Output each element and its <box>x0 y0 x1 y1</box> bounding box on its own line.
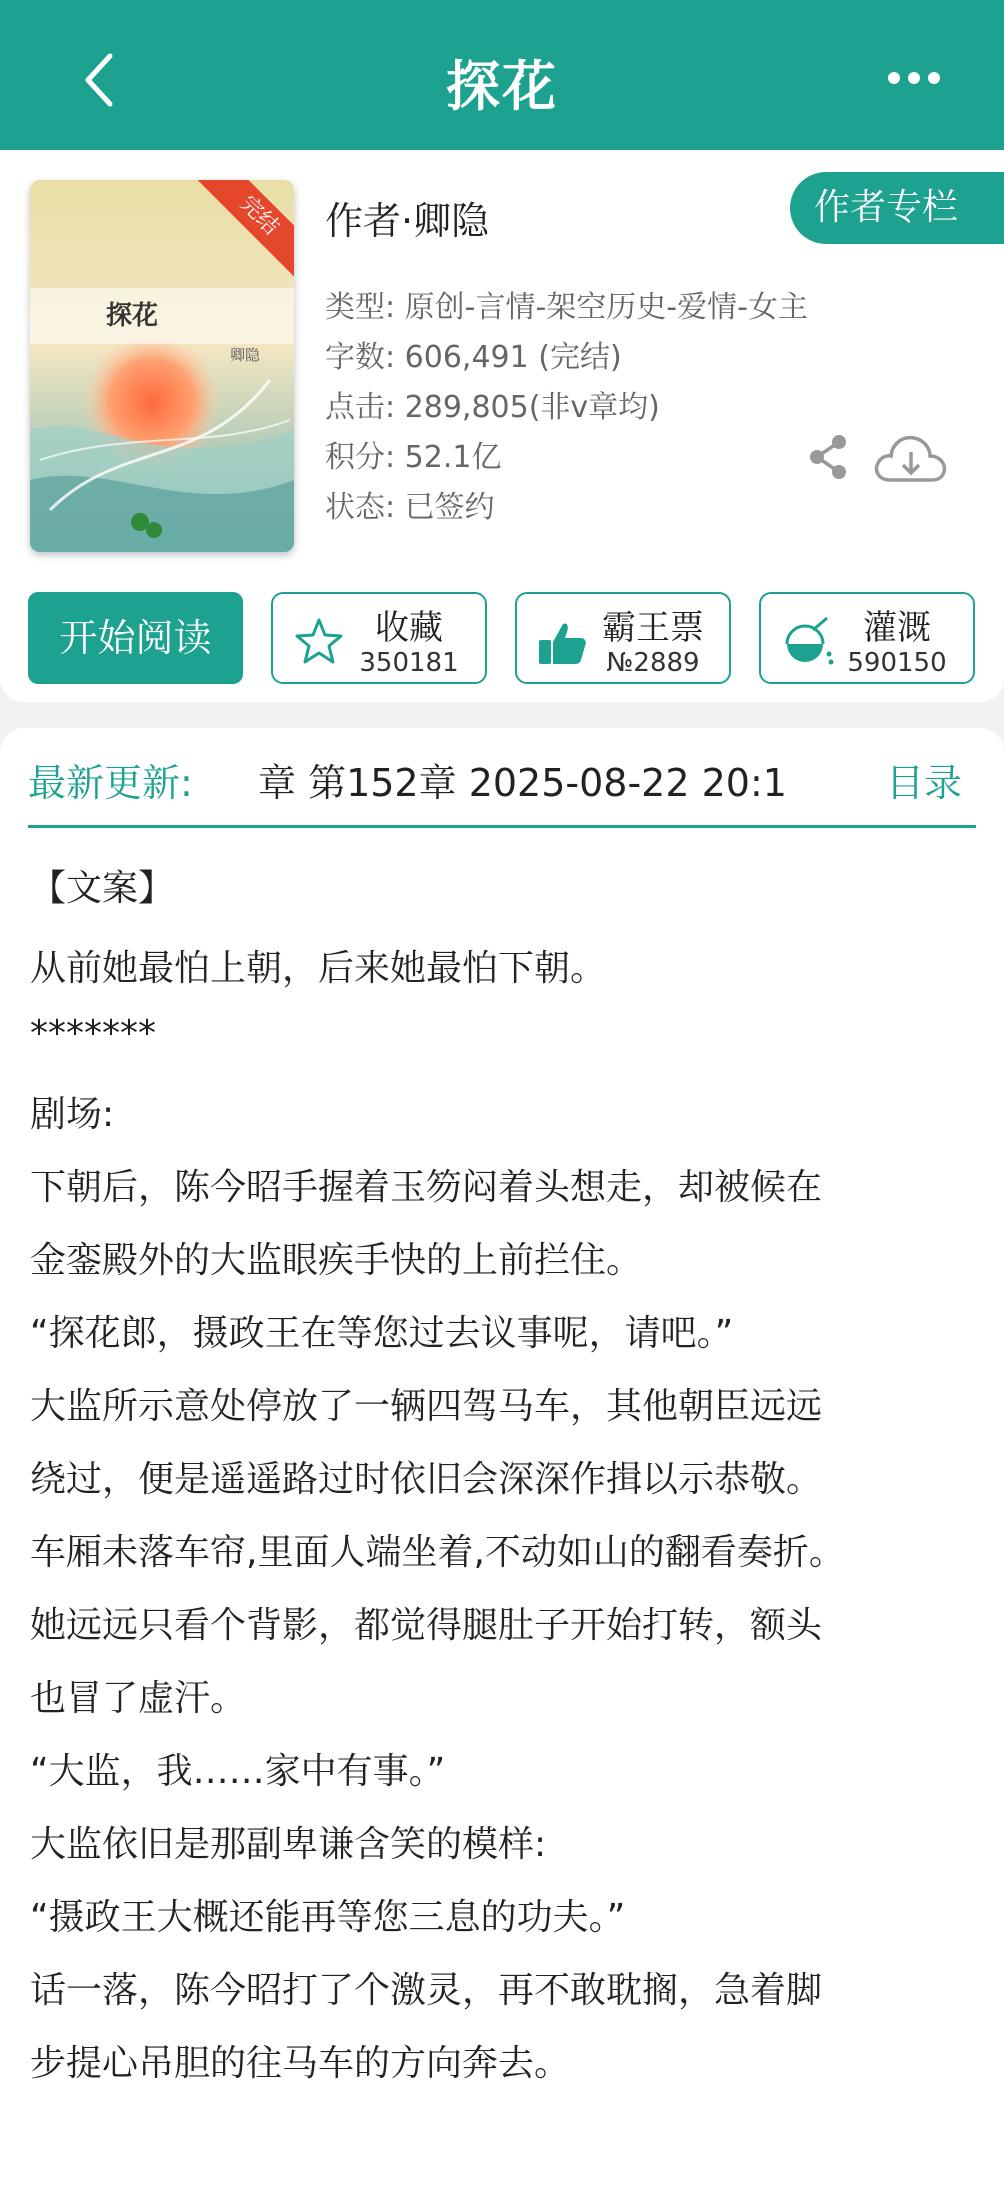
share-icon[interactable] <box>805 432 851 482</box>
page-title: 探花 <box>446 55 558 118</box>
author-name[interactable]: 作者·卿隐 <box>325 199 490 243</box>
book-score: 积分: 52.1亿 <box>325 440 502 475</box>
synopsis-line: 话一落，陈今昭打了个激灵，再不敢耽搁，急着脚 <box>30 1970 823 2011</box>
book-word-count: 字数: 606,491 (完结) <box>325 340 622 375</box>
latest-update-bar[interactable] <box>28 728 976 828</box>
book-cover[interactable] <box>30 180 294 552</box>
synopsis-line: 大监依旧是那副卑谦含笑的模样: <box>30 1824 547 1865</box>
water-label: 灌溉 <box>863 608 931 648</box>
synopsis-line: ******* <box>30 1013 156 1054</box>
table-of-contents-link[interactable]: 目录 <box>885 761 962 805</box>
book-info-card <box>0 150 1004 702</box>
cloud-download-icon[interactable] <box>872 430 948 486</box>
synopsis-line: 她远远只看个背影，都觉得腿肚子开始打转，额头 <box>30 1605 823 1646</box>
water-count: 590150 <box>847 648 947 678</box>
latest-update-text[interactable]: 章 第152章 2025-08-22 20:1 <box>258 761 787 805</box>
author-column-button[interactable]: 作者专栏 <box>790 172 1004 244</box>
synopsis-line: 绕过，便是遥遥路过时依旧会深深作揖以示恭敬。 <box>30 1459 823 1500</box>
synopsis-line: 车厢未落车帘,里面人端坐着,不动如山的翻看奏折。 <box>30 1532 845 1573</box>
more-dots-icon[interactable] <box>884 58 944 98</box>
marquee-fade <box>818 748 878 808</box>
synopsis-line: 【文案】 <box>30 868 175 909</box>
water-button[interactable] <box>759 592 975 684</box>
completed-ribbon: 完结 <box>193 180 294 282</box>
synopsis-line: “摄政王大概还能再等您三息的功夫。” <box>30 1897 626 1938</box>
cover-author: 卿隐 <box>229 346 260 364</box>
vote-button[interactable] <box>515 592 731 684</box>
book-status: 状态: 已签约 <box>325 490 495 525</box>
synopsis-line: “大监，我……家中有事。” <box>30 1751 446 1792</box>
synopsis-line: 金銮殿外的大监眼疾手快的上前拦住。 <box>30 1240 643 1281</box>
vote-label: 霸王票 <box>602 608 704 648</box>
favorite-count: 350181 <box>359 648 459 678</box>
top-bar <box>0 0 1004 150</box>
latest-update-label: 最新更新: <box>28 761 193 805</box>
favorite-button[interactable] <box>271 592 487 684</box>
cover-title: 探花 <box>30 288 294 344</box>
start-reading-button[interactable]: 开始阅读 <box>28 592 243 684</box>
book-type: 类型: 原创-言情-架空历史-爱情-女主 <box>325 290 808 325</box>
favorite-label: 收藏 <box>375 608 443 648</box>
synopsis-line: 从前她最怕上朝，后来她最怕下朝。 <box>30 948 607 989</box>
synopsis-line: 也冒了虚汗。 <box>30 1678 247 1719</box>
vote-rank: №2889 <box>606 648 700 678</box>
synopsis-line: “探花郎，摄政王在等您过去议事呢，请吧。” <box>30 1313 734 1354</box>
book-clicks: 点击: 289,805(非v章均) <box>325 390 660 425</box>
synopsis-card <box>0 728 1004 2209</box>
synopsis-line: 步提心吊胆的往马车的方向奔去。 <box>30 2043 571 2084</box>
synopsis-line: 下朝后，陈今昭手握着玉笏闷着头想走，却被候在 <box>30 1167 823 1208</box>
synopsis-line: 剧场: <box>30 1094 115 1135</box>
synopsis-line: 大监所示意处停放了一辆四驾马车，其他朝臣远远 <box>30 1386 823 1427</box>
